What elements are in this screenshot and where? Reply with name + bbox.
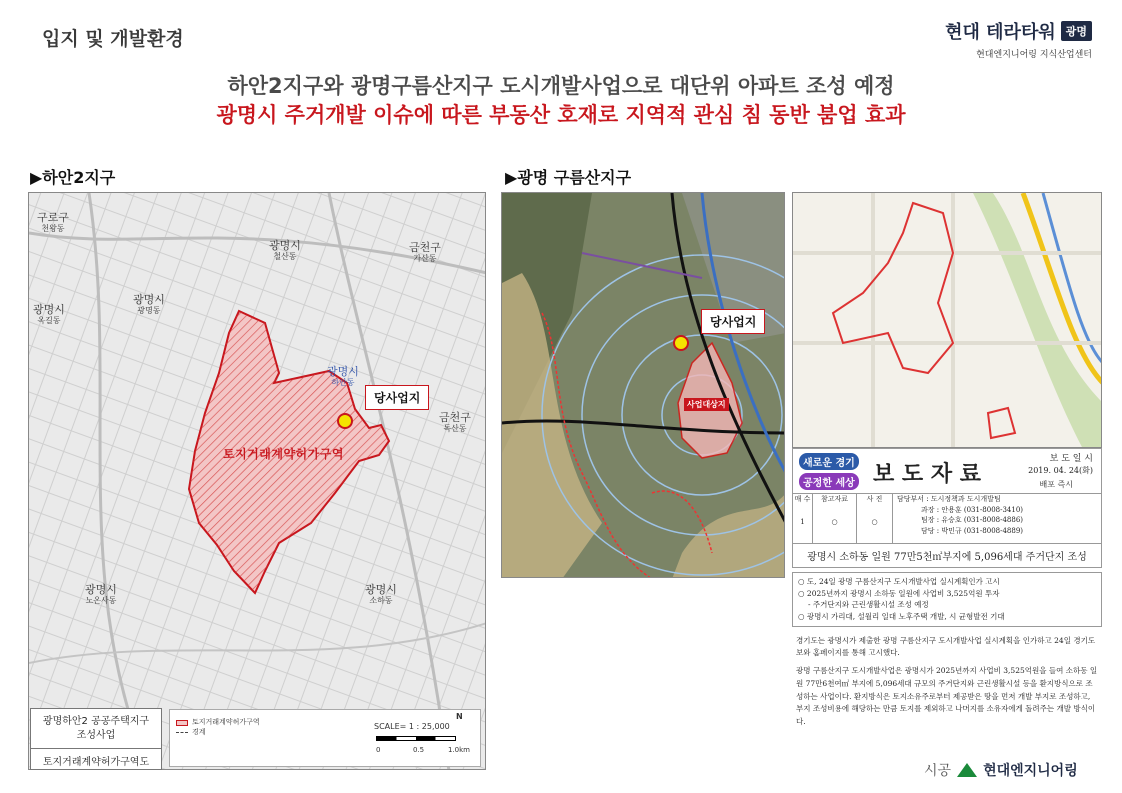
legend-swatch-boundary bbox=[176, 732, 188, 733]
press-date: 2019. 04. 24(화) bbox=[1028, 466, 1093, 475]
right-site-label: 당사업지 bbox=[701, 309, 765, 334]
right-map-street bbox=[792, 192, 1102, 448]
scale-tick-1km: 1.0km bbox=[448, 746, 471, 754]
place-gwangmyeong-haan: 광명시 하안동 bbox=[327, 365, 359, 388]
place-geumcheon-doksan: 금천구 독산동 bbox=[439, 411, 471, 434]
legend-title: 광명하안2 공공주택지구 조성사업 bbox=[42, 716, 150, 741]
map-legend-title-box bbox=[30, 708, 162, 770]
press-header bbox=[792, 448, 1102, 494]
place-geumcheon-gasan: 금천구 가산동 bbox=[409, 241, 441, 264]
press-bullet-2: ○ 2025년까지 광명시 소하동 일원에 사업비 3,525억원 투자 bbox=[798, 588, 1000, 598]
press-bullet-3: - 주거단지와 근린생활시설 조성 예정 bbox=[808, 600, 929, 610]
press-bullet-4: ○ 광명시 가리대, 설월리 일대 노후주택 개발, 시 균형발전 기대 bbox=[798, 611, 1005, 621]
press-bullet-1: ○ 도, 24일 광명 구름산지구 도시개발사업 실시계획인가 고시 bbox=[798, 577, 1000, 586]
place-gwangmyeong-soha: 광명시 소하동 bbox=[365, 583, 397, 606]
brand-badge: 광명 bbox=[1061, 21, 1092, 41]
place-guro: 구로구 천왕동 bbox=[37, 211, 69, 234]
press-release-time: 배포 즉시 bbox=[1039, 480, 1073, 489]
press-body-1: 경기도는 광명시가 제출한 광명 구름산지구 도시개발사업 실시계획을 인가하고 24일 경기도보와 홈페이지를 통해 고시했다. bbox=[796, 635, 1096, 658]
footer-brand bbox=[924, 760, 1078, 780]
left-site-label: 당사업지 bbox=[365, 385, 429, 410]
scale-bar bbox=[376, 736, 456, 741]
right-map-title: ▶광명 구름산지구 bbox=[505, 168, 632, 187]
right-map-satellite bbox=[501, 192, 785, 578]
section-label: 입지 및 개발환경 bbox=[42, 28, 184, 50]
place-gwangmyeong-noonsa: 광명시 노온사동 bbox=[85, 583, 117, 606]
legend-item-boundary: 경계 bbox=[192, 728, 206, 736]
zone-label: 토지거래계약허가구역 bbox=[223, 447, 344, 461]
press-summary bbox=[792, 572, 1102, 627]
press-date-label: 보 도 일 시 bbox=[1049, 454, 1093, 464]
press-col-count: 매 수 1 bbox=[793, 494, 813, 543]
left-map-title: ▶하안2지구 bbox=[30, 168, 116, 187]
press-badge-1: 새로운 경기 bbox=[799, 453, 859, 470]
legend-item-zone: 토지거래계약허가구역 bbox=[192, 718, 260, 726]
headline-sub: 광명시 주거개발 이슈에 따른 부동산 호재로 지역적 관심 침 동반 붐업 효과 bbox=[216, 103, 906, 127]
press-col-photo: 사 진 ○ bbox=[857, 494, 893, 543]
legend-subtitle: 토지거래계약허가구역도 bbox=[31, 748, 161, 768]
right-map-canvas bbox=[502, 193, 785, 578]
north-arrow-icon: N bbox=[456, 712, 463, 721]
footer-company: 현대엔지니어링 bbox=[983, 763, 1078, 779]
left-map-canvas bbox=[29, 193, 486, 770]
press-meta-table bbox=[792, 494, 1102, 544]
right-street-canvas bbox=[793, 193, 1102, 448]
press-col-ref: 참고자료 ○ bbox=[813, 494, 857, 543]
brand-logo bbox=[945, 18, 1092, 60]
press-release bbox=[792, 448, 1102, 729]
scale-tick-05: 0.5 bbox=[413, 746, 425, 754]
press-title: 보 도 자 료 bbox=[873, 461, 981, 487]
press-contacts: 담당부서 : 도시정책과 도시개발팀 과장 : 안용훈 (031-8008-3410) 팀장 : 유승호 (031-8008-4886) 담당 : 박민규 (031-8008-4889) bbox=[897, 495, 1024, 535]
hec-logo-icon bbox=[957, 763, 977, 777]
press-headline: 광명시 소하동 일원 77만5천㎡부지에 5,096세대 주거단지 조성 bbox=[792, 544, 1102, 568]
map-legend-panel bbox=[169, 709, 481, 767]
left-map bbox=[28, 192, 486, 770]
brand-subtitle: 현대엔지니어링 지식산업센터 bbox=[976, 50, 1092, 60]
headline-main: 하안2지구와 광명구름산지구 도시개발사업으로 대단위 아파트 조성 예정 bbox=[227, 74, 895, 98]
scale-label: SCALE= 1 : 25,000 bbox=[374, 722, 450, 731]
scale-tick-0: 0 bbox=[376, 746, 381, 754]
legend-swatch-zone bbox=[176, 720, 188, 726]
press-body-2: 광명 구름산지구 도시개발사업은 광명시가 2025년까지 사업비 3,525억원을 들여 소하동 일원 77만6천여㎡ 부지에 5,096세대 규모의 주거단지와 근린생활시설 등을 환지방식으로 조성하는 사업이다. 환지방식은 토지소유주로부터 제공받은 땅을 먼저 개발 부지로 조성하고, 부지 조성비용에 해당하는 만큼 토지를 제외하고 나머지를 소유자에게 돌려주는 개발 방식이다. bbox=[796, 666, 1098, 726]
project-site-label: 사업대상지 bbox=[684, 398, 729, 411]
place-gwangmyeong-okgil: 광명시 옥길동 bbox=[33, 303, 65, 326]
brand-name: 현대 테라타워 bbox=[945, 22, 1056, 43]
place-gwangmyeong-gwangmyeong: 광명시 광명동 bbox=[133, 293, 165, 316]
footer-sigong: 시공 bbox=[924, 763, 952, 779]
place-gwangmyeong-cheolsan: 광명시 철산동 bbox=[269, 239, 301, 262]
press-badge-2: 공정한 세상 bbox=[799, 473, 859, 490]
